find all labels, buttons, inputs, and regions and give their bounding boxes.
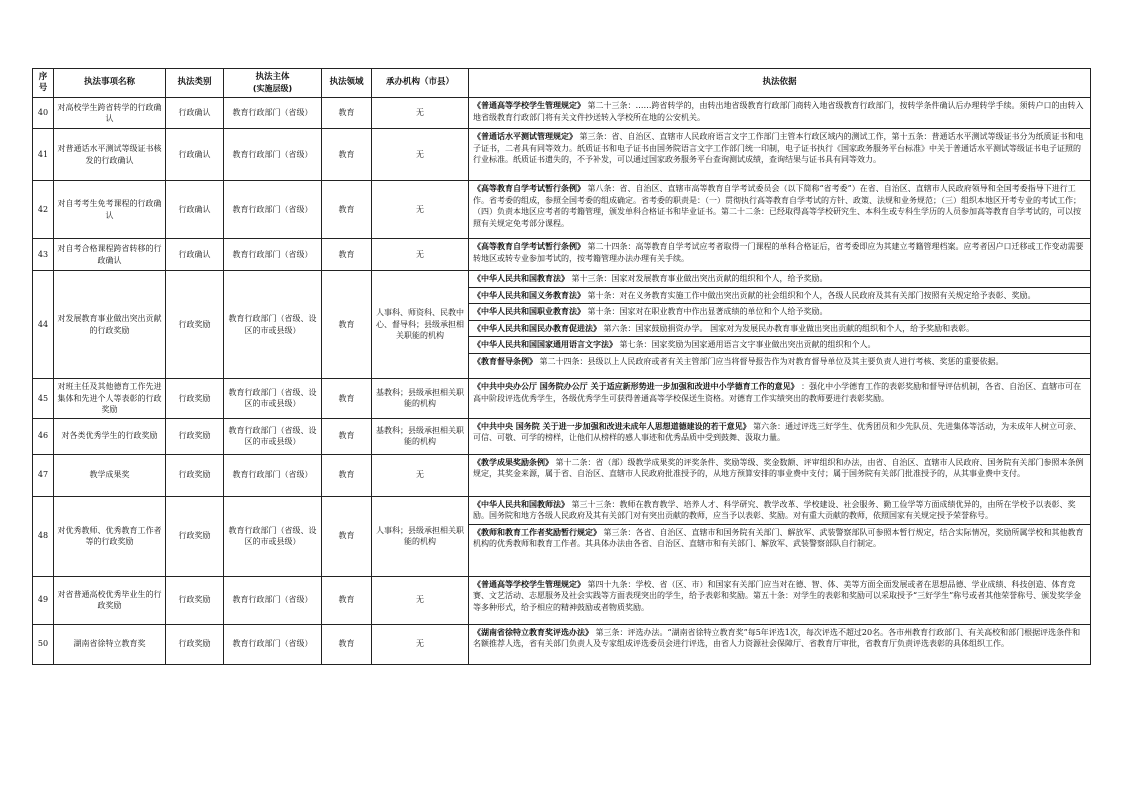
law-title: 《教育督导条例》 <box>473 355 537 366</box>
item-name-cell: 对高校学生跨省转学的行政确认 <box>54 98 166 129</box>
law-title: 《普通话水平测试管理规定》 <box>473 131 577 141</box>
table-row <box>33 181 1091 239</box>
subject-cell: 教育行政部门（省级） <box>224 624 322 664</box>
table-body <box>33 98 1091 665</box>
category-cell: 行政奖励 <box>166 379 224 419</box>
basis-clause <box>469 321 1090 338</box>
header-basis: 执法依据 <box>469 69 1091 98</box>
table-row <box>33 454 1091 496</box>
org-cell: 无 <box>372 181 469 239</box>
header-field: 执法领域 <box>322 69 372 98</box>
category-cell: 行政奖励 <box>166 576 224 624</box>
category-cell: 行政奖励 <box>166 418 224 454</box>
law-title: 《中共中央办公厅 国务院办公厅 关于适应新形势进一步加强和改进中小学德育工作的意见》 <box>473 381 799 391</box>
item-name-cell: 对自考考生免考课程的行政确认 <box>54 181 166 239</box>
field-cell: 教育 <box>322 98 372 129</box>
basis-clause <box>469 129 1090 168</box>
category-cell: 行政确认 <box>166 98 224 129</box>
category-cell: 行政确认 <box>166 129 224 181</box>
header-subject-main: 执法主体 <box>255 71 290 82</box>
table-row <box>33 624 1091 664</box>
law-text: 第六条：通过评选三好学生、优秀团员和少先队员、先进集体等活动，为未成年人树立可亲、可信、可敬、可学的榜样，让他们从榜样的感人事迹和优秀品质中受到鼓舞、汲取力量。 <box>473 421 1082 442</box>
basis-clause <box>469 304 1090 321</box>
subject-cell: 教育行政部门（省级、设区的市或县级） <box>224 496 322 576</box>
basis-clause <box>469 271 1090 288</box>
subject-cell: 教育行政部门（省级） <box>224 576 322 624</box>
header-org: 承办机构（市县） <box>372 69 469 98</box>
basis-clause <box>469 577 1090 616</box>
item-name-cell: 对普通话水平测试等级证书核发的行政确认 <box>54 129 166 181</box>
item-name-cell: 对优秀教师、优秀教育工作者等的行政奖励 <box>54 496 166 576</box>
basis-clause <box>469 337 1090 354</box>
field-cell: 教育 <box>322 239 372 271</box>
header-type: 执法类别 <box>166 69 224 98</box>
org-cell: 基教科；县级承担相关职能的机构 <box>372 418 469 454</box>
item-name-cell: 教学成果奖 <box>54 454 166 496</box>
field-cell: 教育 <box>322 271 372 379</box>
law-text: ：强化中小学德育工作的表彰奖励和督导评估机制，各省、自治区、直辖市可在高中阶段评选优秀学生，各级优秀学生可获得普通高等学校保送生资格。对德育工作实绩突出的教师要进行表彰奖励。 <box>473 382 1082 403</box>
row-number: 47 <box>33 454 54 496</box>
basis-clause <box>469 239 1090 266</box>
field-cell: 教育 <box>322 624 372 664</box>
basis-clause <box>469 497 1090 525</box>
row-number: 43 <box>33 239 54 271</box>
row-number: 50 <box>33 624 54 664</box>
subject-cell: 教育行政部门（省级、设区的市或县级） <box>224 379 322 419</box>
org-cell: 人事科；县级承担相关职能的机构 <box>372 496 469 576</box>
document-sheet <box>32 68 1090 665</box>
subject-cell: 教育行政部门（省级） <box>224 454 322 496</box>
header-item: 执法事项名称 <box>54 69 166 98</box>
header-subject <box>224 69 322 98</box>
basis-cell <box>469 576 1091 624</box>
basis-clause <box>469 625 1090 652</box>
law-title: 《教学成果奖励条例》 <box>473 456 553 467</box>
basis-clause <box>469 379 1090 406</box>
law-text: 第三条：省、自治区、直辖市人民政府语言文字工作部门主管本行政区域内的测试工作，第十五条：普通话水平测试等级证书分为纸质证书和电子证书，二者具有同等效力。纸质证书和电子证书由国务院语言文字工作部门统一印制，电子证书执行《国家政务服务平台标准》中关于普通话水平测试等级证书电子证照的行业标准。纸质证书遗失的，不予补发，可以通过国家政务服务平台查询测试成绩，查询结果与证书具有同等效力。 <box>473 132 1084 164</box>
table-row <box>33 496 1091 576</box>
row-number: 46 <box>33 418 54 454</box>
law-text: 第十条：对在义务教育实施工作中做出突出贡献的社会组织和个人，各级人民政府及其有关部门按照有关规定给予表彰、奖励。 <box>585 290 1036 300</box>
law-title: 《普通高等学校学生管理规定》 <box>473 100 585 110</box>
item-name-cell: 对发展教育事业做出突出贡献的行政奖励 <box>54 271 166 379</box>
field-cell: 教育 <box>322 181 372 239</box>
item-name-cell: 对自考合格课程跨省转移的行政确认 <box>54 239 166 271</box>
row-number: 40 <box>33 98 54 129</box>
basis-cell <box>469 624 1091 664</box>
basis-cell <box>469 379 1091 419</box>
basis-clause <box>469 181 1090 231</box>
basis-cell <box>469 454 1091 496</box>
basis-cell <box>469 271 1091 379</box>
table-row <box>33 129 1091 181</box>
table-row <box>33 98 1091 129</box>
subject-cell: 教育行政部门（省级、设区的市或县级） <box>224 418 322 454</box>
law-text: 第十二条：省（部）级教学成果奖的评奖条件、奖励等级、奖金数额、评审组织和办法，由省、自治区、直辖市人民政府、国务院有关部门参照本条例规定，其奖金来源，属于省、自治区、直辖市人民政府批准授予的，从地方预算安排的事业费中支付；属于国务院有关部门批准授予的，从其事业费中支付。 <box>473 457 1084 478</box>
enforcement-table <box>32 68 1091 665</box>
law-text: 第三条：各省、自治区、直辖市和国务院有关部门、解放军、武装警察部队可参照本暂行规定，结合实际情况，奖励所属学校和其他教育机构的优秀教师和教育工作者。其具体办法由各省、自治区、直辖市和有关部门、解放军、武装警察部队自行制定。 <box>473 527 1084 548</box>
org-cell: 人事科、师资科、民教中心、督导科；县级承担相关职能的机构 <box>372 271 469 379</box>
basis-cell <box>469 418 1091 454</box>
item-name-cell: 对班主任及其他德育工作先进集体和先进个人等表彰的行政奖励 <box>54 379 166 419</box>
law-title: 《高等教育自学考试暂行条例》 <box>473 241 585 251</box>
subject-cell: 教育行政部门（省级） <box>224 181 322 239</box>
law-title: 《中共中央 国务院 关于进一步加强和改进未成年人思想道德建设的若干意见》 <box>473 420 751 431</box>
law-title: 《中华人民共和国国家通用语言文字法》 <box>473 339 617 349</box>
org-cell: 无 <box>372 239 469 271</box>
subject-cell: 教育行政部门（省级） <box>224 129 322 181</box>
law-title: 《湖南省徐特立教育奖评选办法》 <box>473 626 593 637</box>
row-number: 44 <box>33 271 54 379</box>
subject-cell: 教育行政部门（省级） <box>224 239 322 271</box>
org-cell: 无 <box>372 624 469 664</box>
law-text: 第八条：省、自治区、直辖市高等教育自学考试委员会（以下简称“省考委”）在省、自治区、直辖市人民政府领导和全国考委指导下进行工作。省考委的组成，参照全国考委的组成确定。省考委的职责是：（一）贯彻执行高等教育自学考试的方针、政策、法规和业务规范；（三）组织本地区开考专业的考试工作；（四）负责本地区应考者的考籍管理，颁发单科合格证书和毕业证书。第二十二条：已经取得高等学校研究生、本科生或专科生学历的人员参加高等教育自学考试的，可以按照有关规定免考部分课程。 <box>473 184 1081 228</box>
basis-cell <box>469 98 1091 129</box>
law-text: 第三条：评选办法。“湖南省徐特立教育奖”每5年评选1次，每次评选不超过20名。各市州教育行政部门、有关高校和部门根据评选条件和名额推荐人选，省有关部门负责人及专家组成评选委员会进行评选，由省人力资源社会保障厅、省教育厅审批，省教育厅负责评选表彰的具体组织工作。 <box>473 627 1081 648</box>
table-row <box>33 239 1091 271</box>
category-cell: 行政奖励 <box>166 624 224 664</box>
row-number: 42 <box>33 181 54 239</box>
org-cell: 无 <box>372 576 469 624</box>
law-title: 《教师和教育工作者奖励暂行规定》 <box>473 526 601 537</box>
row-number: 48 <box>33 496 54 576</box>
org-cell: 基教科；县级承担相关职能的机构 <box>372 379 469 419</box>
basis-clause <box>469 419 1090 446</box>
subject-cell: 教育行政部门（省级） <box>224 98 322 129</box>
org-cell: 无 <box>372 98 469 129</box>
law-title: 《中华人民共和国民办教育促进法》 <box>473 322 601 333</box>
law-title: 《高等教育自学考试暂行条例》 <box>473 183 585 193</box>
table-row <box>33 418 1091 454</box>
law-text: 第四十九条：学校、省（区、市）和国家有关部门应当对在德、智、体、美等方面全面发展或者在思想品德、学业成绩、科技创造、体育竞赛、文艺活动、志愿服务及社会实践等方面表现突出的学生，给予表彰和奖励。第五十条：对学生的表彰和奖励可以采取授予“三好学生”称号或者其他荣誉称号、颁发奖学金等多种形式，给予相应的精神鼓励或者物质奖励。 <box>473 579 1082 612</box>
law-title: 《中华人民共和国职业教育法》 <box>473 306 585 316</box>
field-cell: 教育 <box>322 454 372 496</box>
law-text: 第二十四条：县级以上人民政府或者有关主管部门应当将督导报告作为对教育督导单位及其主要负责人进行考核、奖惩的重要依据。 <box>537 356 1004 366</box>
basis-clause <box>469 98 1090 125</box>
law-text: 第二十四条：高等教育自学考试应考者取得一门课程的单科合格证后，省考委即应为其建立考籍管理档案。应考者因户口迁移或工作变动需要转地区或转专业参加考试的，按考籍管理办法办理有关手续。 <box>473 242 1084 263</box>
basis-clause <box>469 455 1090 482</box>
law-text: 第七条：国家奖励为国家通用语言文字事业做出突出贡献的组织和个人。 <box>617 340 876 349</box>
category-cell: 行政奖励 <box>166 496 224 576</box>
basis-cell <box>469 239 1091 271</box>
row-number: 41 <box>33 129 54 181</box>
basis-cell <box>469 496 1091 576</box>
basis-cell <box>469 129 1091 181</box>
category-cell: 行政奖励 <box>166 271 224 379</box>
header-subject-sub: (实施层级) <box>252 84 293 93</box>
law-text: 第十条：国家对在职业教育中作出显著成绩的单位和个人给予奖励。 <box>585 307 828 316</box>
law-text: 第二十三条：……跨省转学的，由转出地省级教育行政部门商转入地省级教育行政部门，按转学条件确认后办理转学手续。须转户口的由转入地省级教育行政部门将有关文件抄送转入学校所在地的公安机关。 <box>473 101 1084 122</box>
subject-cell: 教育行政部门（省级、设区的市或县级） <box>224 271 322 379</box>
category-cell: 行政确认 <box>166 239 224 271</box>
header-row <box>33 69 1091 98</box>
category-cell: 行政确认 <box>166 181 224 239</box>
basis-cell <box>469 181 1091 239</box>
law-text: 第十三条：国家对发展教育事业做出突出贡献的组织和个人，给予奖励。 <box>569 274 828 283</box>
org-cell: 无 <box>372 129 469 181</box>
field-cell: 教育 <box>322 129 372 181</box>
law-title: 《中华人民共和国教育法》 <box>473 273 569 283</box>
table-row <box>33 271 1091 379</box>
table-row <box>33 379 1091 419</box>
item-name-cell: 湖南省徐特立教育奖 <box>54 624 166 664</box>
org-cell: 无 <box>372 454 469 496</box>
basis-clause <box>469 354 1090 370</box>
law-title: 《中华人民共和国教师法》 <box>473 498 569 509</box>
field-cell: 教育 <box>322 576 372 624</box>
item-name-cell: 对各类优秀学生的行政奖励 <box>54 418 166 454</box>
basis-clause <box>469 288 1090 305</box>
law-title: 《普通高等学校学生管理规定》 <box>473 578 585 589</box>
basis-clause <box>469 525 1090 552</box>
header-no: 序号 <box>33 69 54 98</box>
item-name-cell: 对省普通高校优秀毕业生的行政奖励 <box>54 576 166 624</box>
category-cell: 行政奖励 <box>166 454 224 496</box>
law-title: 《中华人民共和国义务教育法》 <box>473 289 585 300</box>
row-number: 49 <box>33 576 54 624</box>
table-row <box>33 576 1091 624</box>
field-cell: 教育 <box>322 418 372 454</box>
law-text: 第三十三条：教师在教育教学、培养人才、科学研究、教学改革、学校建设、社会服务、勤工俭学等方面成绩优异的，由所在学校予以表彰、奖励。国务院和地方各级人民政府及其有关部门对有突出贡献的教师，应当予以表彰、奖励。对有重大贡献的教师，依照国家有关规定授予荣誉称号。 <box>473 499 1076 520</box>
field-cell: 教育 <box>322 496 372 576</box>
row-number: 45 <box>33 379 54 419</box>
law-text: 第六条：国家鼓励捐资办学。 国家对为发展民办教育事业做出突出贡献的组织和个人，给予奖励和表彰。 <box>601 323 975 333</box>
field-cell: 教育 <box>322 379 372 419</box>
